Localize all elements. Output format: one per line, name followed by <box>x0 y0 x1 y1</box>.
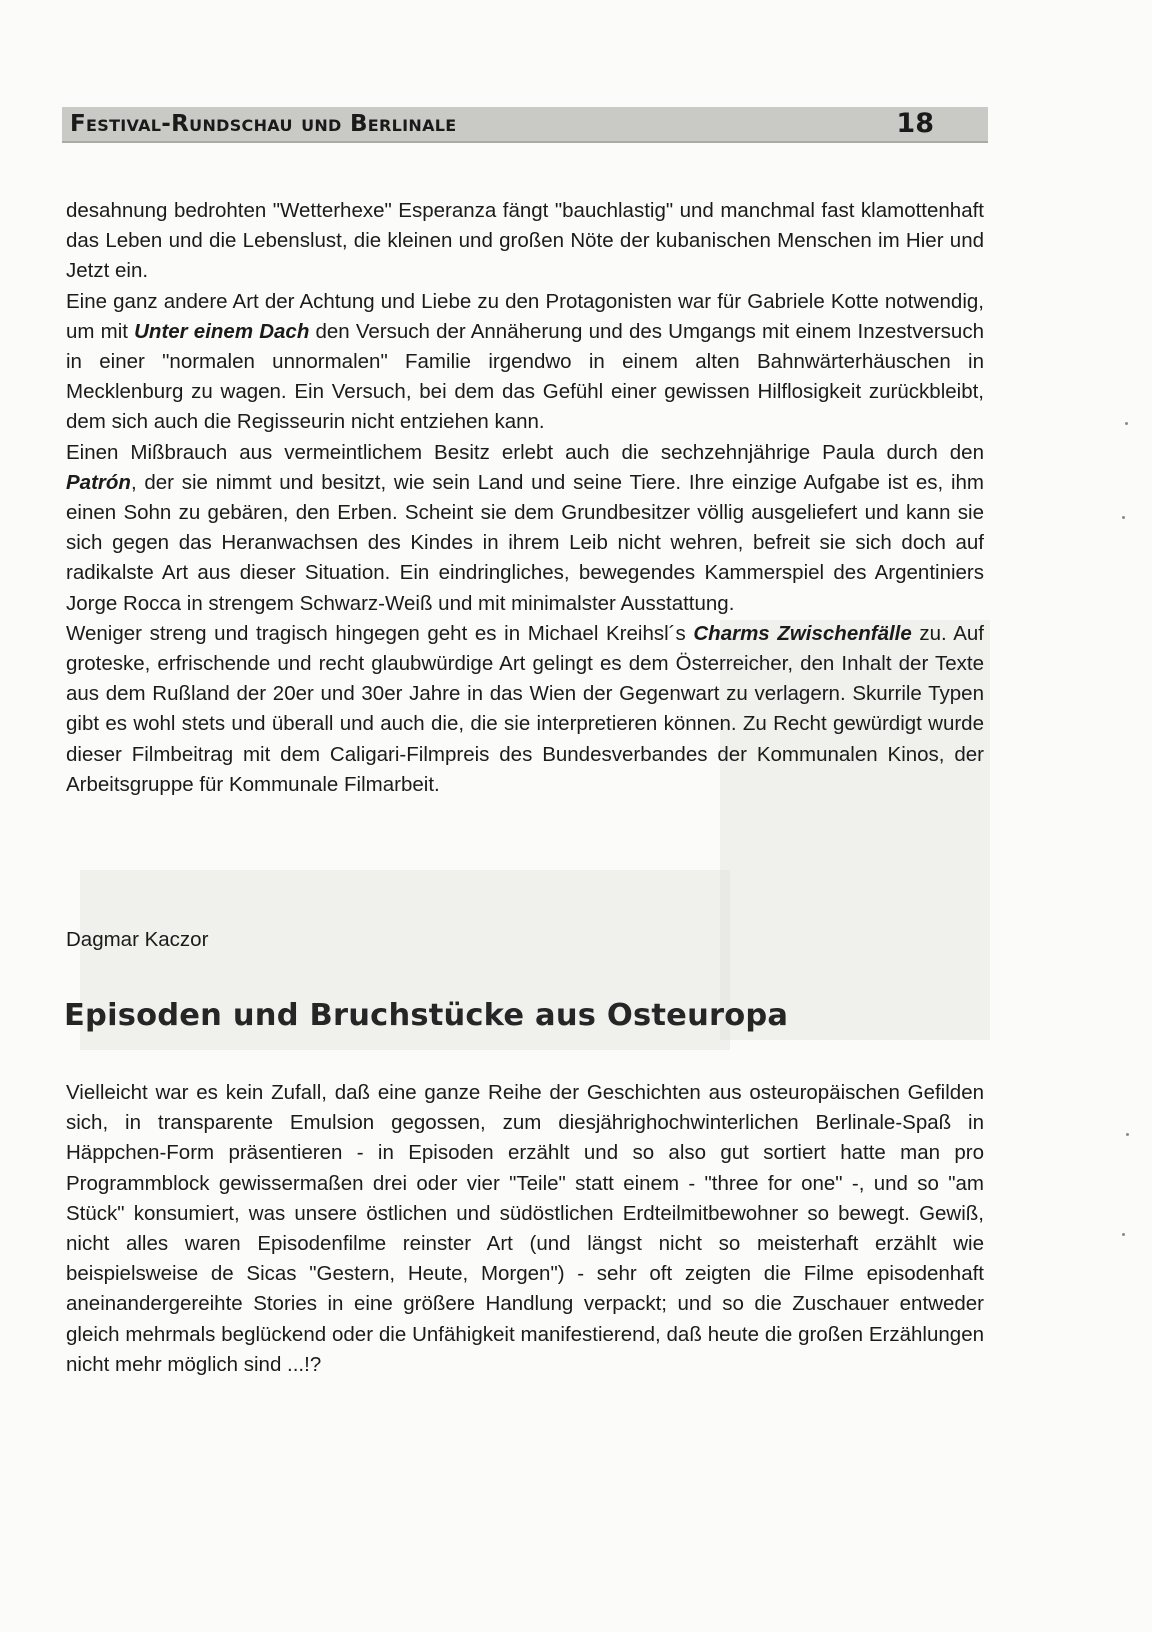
paragraph-text: zu. Auf groteske, erfrischende und recht glaubwürdige Art gelingt es dem Österreicher, den Inhalt der Texte aus dem Rußland der 20er und 30er Jahre in das Wien der Gegenwart zu verlagern. Skurrile Typen gibt es wohl stets und überall und auch die, die sie interpretieren können. Zu Recht gewürdigt wurde dieser Filmbeitrag mit dem Caligari-Filmpreis des Bundesverbandes der Kommunalen Kinos, der Arbeitsgruppe für Kommunale Filmarbeit. <box>66 621 984 796</box>
paragraph <box>66 438 984 619</box>
paragraph <box>66 1078 984 1380</box>
paragraph-text: Eine ganz andere Art der Achtung und Liebe zu den Protagonisten war für Gabriele Kotte notwendig, um mit <box>66 289 984 343</box>
running-header <box>62 107 988 143</box>
article-text <box>66 1078 984 1380</box>
paragraph-text: Vielleicht war es kein Zufall, daß eine ganze Reihe der Geschichten aus osteuropäischen Gefilden sich, in transparente Emulsion gegossen, zum diesjährighochwinterlichen Berlinale-Spaß in Häppchen-Form präsentieren - in Episoden erzählt und so also gut sortiert hatte man pro Programmblock gewissermaßen drei oder vier "Teile" statt einem - "three for one" -, und so "am Stück" konsumiert, was unsere östlichen und südöstlichen Erdteilmitbewohner so bewegt. Gewiß, nicht alles waren Episodenfilme reinster Art (und längst nicht so meisterhaft erzählt wie beispielsweise de Sicas "Gestern, Heute, Morgen") - sehr oft zeigten die Filme episodenhaft aneinandergereihte Stories in eine größere Handlung verpackt; und so die Zuschauer entweder gleich mehrmals beglückend oder die Unfähigkeit manifestierend, daß heute die großen Erzählungen nicht mehr möglich sind ...!? <box>66 1081 984 1376</box>
scan-speck <box>1122 1233 1125 1236</box>
paragraph <box>66 619 984 800</box>
film-title: Patrón <box>66 470 131 494</box>
paragraph <box>66 287 984 438</box>
running-header-title: Festival-Rundschau und Berlinale <box>70 111 457 137</box>
scan-speck <box>1125 422 1128 425</box>
paragraph-text: Weniger streng und tragisch hingegen geht es in Michael Kreihsl´s <box>66 621 694 645</box>
film-title: Charms Zwischenfälle <box>693 621 912 645</box>
film-review-text <box>66 196 984 800</box>
film-title: Unter einem Dach <box>134 319 310 343</box>
scan-speck <box>1122 516 1125 519</box>
page-number: 18 <box>896 108 934 139</box>
paragraph <box>66 196 984 287</box>
section-heading: Episoden und Bruchstücke aus Osteuropa <box>64 998 789 1033</box>
author-byline: Dagmar Kaczor <box>66 928 209 951</box>
paragraph-text: , der sie nimmt und besitzt, wie sein Land und seine Tiere. Ihre einzige Aufgabe ist es, ihm einen Sohn zu gebären, den Erben. Scheint sie dem Grundbesitzer völlig ausgeliefert und kann sie sich gegen das Heranwachsen des Kindes in ihrem Leib nicht wehren, befreit sie sich doch auf radikalste Art aus dieser Situation. Ein eindringliches, bewegendes Kammerspiel des Argentiniers Jorge Rocca in strengem Schwarz-Weiß und mit minimalster Ausstattung. <box>66 470 984 615</box>
paragraph-text: Einen Mißbrauch aus vermeintlichem Besitz erlebt auch die sechzehnjährige Paula durch den <box>66 440 984 464</box>
paragraph-text: den Versuch der Annäherung und des Umgangs mit einem Inzestversuch in einer "normalen unnormalen" Familie irgendwo in einem alten Bahnwärterhäuschen in Mecklenburg zu wagen. Ein Versuch, bei dem das Gefühl einer gewissen Hilflosigkeit zurückbleibt, dem sich auch die Regisseurin nicht entziehen kann. <box>66 319 984 434</box>
paragraph-text: desahnung bedrohten "Wetterhexe" Esperanza fängt "bauchlastig" und manchmal fast klamottenhaft das Leben und die Lebenslust, die kleinen und großen Nöte der kubanischen Menschen im Hier und Jetzt ein. <box>66 199 984 283</box>
scan-speck <box>1126 1133 1129 1136</box>
